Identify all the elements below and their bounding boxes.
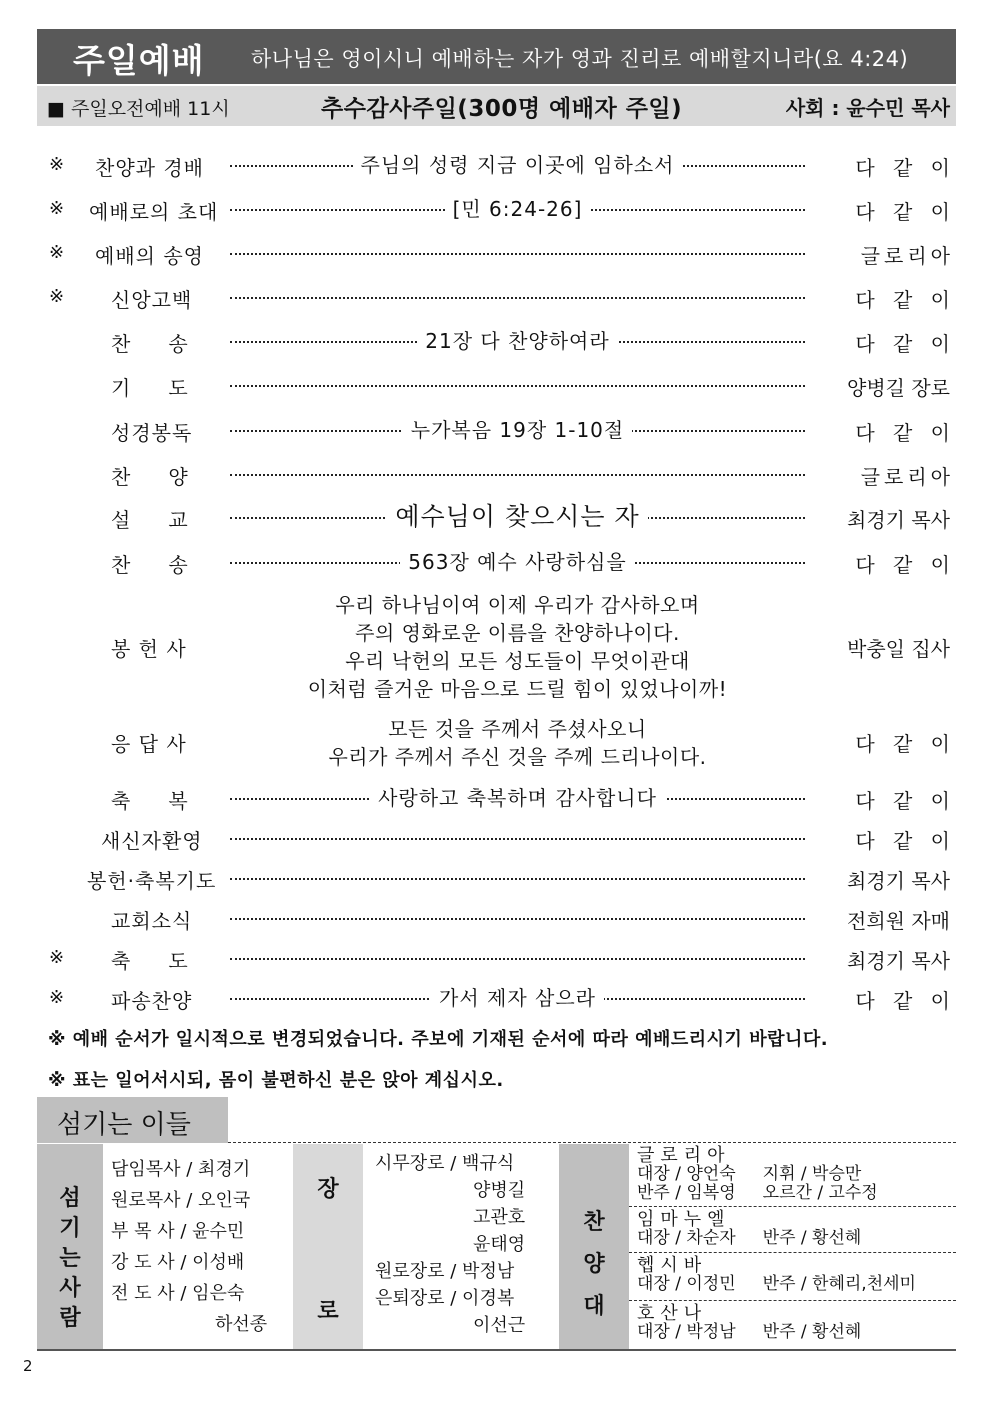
order-leader: 다 같 이 xyxy=(855,332,956,356)
order-row xyxy=(37,778,956,818)
notice-change: ※ 예배 순서가 일시적으로 변경되었습니다. 주보에 기재된 순서에 따라 예배드리시기 바랍니다. xyxy=(48,1029,829,1050)
elder-entry: 이선근 xyxy=(473,1315,526,1336)
vertical-header-char: 람 xyxy=(59,1306,81,1331)
choir-name: 헵시바 xyxy=(637,1255,708,1276)
vertical-header-char: 대 xyxy=(583,1294,605,1319)
vertical-header-char: 섬 xyxy=(59,1186,81,1211)
order-label: 성경봉독 xyxy=(111,421,193,445)
order-leader: 전희원 자매 xyxy=(847,909,950,933)
order-text-line: 모든 것을 주께서 주셨사오니 xyxy=(388,717,647,741)
order-text-line: 우리 낙헌의 모든 성도들이 무엇이관대 xyxy=(345,649,690,673)
order-row xyxy=(37,454,956,494)
choir-staff: 대장 / 박정남 반주 / 황선혜 xyxy=(637,1322,862,1342)
minister-entry: 하선종 xyxy=(215,1314,268,1335)
order-row xyxy=(37,410,956,450)
order-leader: 다 같 이 xyxy=(855,829,956,853)
standing-mark: ※ xyxy=(49,242,65,263)
order-label: 새신자환영 xyxy=(101,829,203,853)
order-leader: 최경기 목사 xyxy=(847,508,950,532)
order-row xyxy=(37,938,956,978)
ministers-list xyxy=(111,1154,267,1340)
order-label: 파송찬양 xyxy=(111,989,193,1013)
order-content: 가서 제자 삼으라 xyxy=(230,982,805,1011)
order-leader: 다 같 이 xyxy=(855,200,956,224)
service-time: ■ 주일오전예배 11시 xyxy=(47,98,230,120)
dotted-leader xyxy=(230,474,805,476)
dotted-leader xyxy=(230,297,805,299)
order-leader: 다 같 이 xyxy=(855,789,956,813)
order-text-line: 주의 영화로운 이름을 찬양하나이다. xyxy=(355,621,680,645)
order-leader: 다 같 이 xyxy=(855,421,956,445)
order-text-block xyxy=(230,715,805,771)
order-label: 기도 xyxy=(111,376,226,400)
page-title: 주일예배 xyxy=(73,41,205,80)
order-label: 찬양과 경배 xyxy=(95,156,204,180)
order-row xyxy=(37,818,956,858)
order-content: 563장 예수 사랑하심을 xyxy=(230,546,805,575)
order-leader: 다 같 이 xyxy=(855,989,956,1013)
vertical-header-char: 양 xyxy=(583,1252,605,1277)
order-row xyxy=(37,145,956,185)
dotted-leader xyxy=(230,838,805,840)
page-number: 2 xyxy=(23,1357,33,1375)
choir-divider xyxy=(629,1252,956,1253)
dotted-leader xyxy=(230,878,805,880)
order-row xyxy=(37,542,956,582)
choir-staff: 대장 / 양언숙 지휘 / 박승만 xyxy=(637,1164,862,1184)
dotted-leader xyxy=(230,918,805,920)
order-row xyxy=(37,497,956,537)
order-leader: 다 같 이 xyxy=(855,156,956,180)
elder-entry: 은퇴장로 / 이경복 xyxy=(375,1288,515,1309)
order-leader: 최경기 목사 xyxy=(847,869,950,893)
order-leader: 다 같 이 xyxy=(855,288,956,312)
order-label: 찬송 xyxy=(111,332,226,356)
order-leader: 다 같 이 xyxy=(855,553,956,577)
order-label: 설교 xyxy=(111,508,226,532)
elder-entry: 윤태영 xyxy=(473,1234,526,1255)
vertical-header-char: 사 xyxy=(59,1276,81,1301)
order-row xyxy=(37,712,956,772)
order-content: 주님의 성령 지금 이곳에 임하소서 xyxy=(230,149,805,178)
order-content: [민 6:24-26] xyxy=(230,193,805,222)
minister-entry: 원로목사 / 오인국 xyxy=(111,1190,251,1211)
servants-table xyxy=(37,1144,956,1351)
dotted-leader xyxy=(230,385,805,387)
order-row xyxy=(37,588,956,706)
choir-staff: 대장 / 이정민 반주 / 한혜리,천세미 xyxy=(637,1274,916,1294)
elder-entry: 시무장로 / 백규식 xyxy=(375,1153,515,1174)
order-leader: 최경기 목사 xyxy=(847,949,950,973)
order-label: 축도 xyxy=(111,949,226,973)
order-label: 봉 헌 사 xyxy=(111,637,187,661)
order-label: 봉헌·축복기도 xyxy=(87,869,217,893)
choir-staff: 대장 / 차순자 반주 / 황선혜 xyxy=(637,1228,862,1248)
minister-entry: 부 목 사 / 윤수민 xyxy=(111,1221,245,1242)
order-row xyxy=(37,978,956,1018)
elder-entry: 양병길 xyxy=(473,1180,526,1201)
order-row xyxy=(37,233,956,273)
order-leader: 양병길 장로 xyxy=(847,376,950,400)
header-verse: 하나님은 영이시니 예배하는 자가 영과 진리로 예배할지니라(요 4:24) xyxy=(251,47,909,71)
order-content: 누가복음 19장 1-10절 xyxy=(230,414,805,443)
standing-mark: ※ xyxy=(49,154,65,175)
order-text-line: 이처럼 즐거운 마음으로 드릴 힘이 있었나이까! xyxy=(307,677,728,701)
order-content: 예수님이 찾으시는 자 xyxy=(230,497,805,533)
elders-header: 장 로 xyxy=(293,1144,363,1349)
order-content: 사랑하고 축복하며 감사합니다 xyxy=(230,782,805,811)
choir-entry xyxy=(629,1210,964,1248)
order-row xyxy=(37,365,956,405)
order-label: 교회소식 xyxy=(111,909,193,933)
vertical-header-char: 찬 xyxy=(583,1210,605,1235)
order-content: 21장 다 찬양하여라 xyxy=(230,325,805,354)
order-leader: 글로리아 xyxy=(860,465,954,489)
standing-mark: ※ xyxy=(49,947,65,968)
choir-divider xyxy=(629,1300,956,1301)
choir-entry xyxy=(629,1256,964,1294)
elders-list xyxy=(375,1150,525,1339)
order-label: 찬송 xyxy=(111,553,226,577)
servants-title: 섬기는 이들 xyxy=(37,1097,228,1143)
order-leader: 다 같 이 xyxy=(855,732,956,756)
order-row xyxy=(37,858,956,898)
ministers-header xyxy=(37,1144,103,1349)
order-label: 예배의 송영 xyxy=(95,244,204,268)
choir-name: 임마누엘 xyxy=(637,1209,731,1230)
order-row xyxy=(37,277,956,317)
choir-name: 호산나 xyxy=(637,1303,708,1324)
order-text-block xyxy=(230,591,805,703)
standing-mark: ※ xyxy=(49,198,65,219)
standing-mark: ※ xyxy=(49,286,65,307)
standing-mark: ※ xyxy=(49,987,65,1008)
choir-header xyxy=(559,1144,629,1349)
order-text-line: 우리가 주께서 주신 것을 주께 드리나이다. xyxy=(328,745,707,769)
order-label: 응 답 사 xyxy=(111,732,187,756)
servants-divider xyxy=(228,1142,956,1143)
order-row xyxy=(37,898,956,938)
order-row xyxy=(37,189,956,229)
notice-standing: ※ 표는 일어서시되, 몸이 불편하신 분은 앉아 계십시오. xyxy=(48,1070,504,1091)
order-leader: 글로리아 xyxy=(860,244,954,268)
service-theme: 추수감사주일(300명 예배자 주일) xyxy=(321,96,683,122)
choir-name: 글로리아 xyxy=(637,1145,731,1166)
order-label: 신앙고백 xyxy=(111,288,193,312)
order-text-line: 우리 하나님이여 이제 우리가 감사하오며 xyxy=(335,593,700,617)
choir-divider xyxy=(629,1206,956,1207)
minister-entry: 강 도 사 / 이성배 xyxy=(111,1252,245,1273)
vertical-header-char: 기 xyxy=(59,1216,81,1241)
order-label: 축복 xyxy=(111,789,226,813)
order-label: 예배로의 초대 xyxy=(89,200,219,224)
elder-entry: 원로장로 / 박정남 xyxy=(375,1261,515,1282)
order-label: 찬양 xyxy=(111,465,226,489)
service-bar xyxy=(37,86,956,126)
minister-entry: 담임목사 / 최경기 xyxy=(111,1159,251,1180)
choir-staff: 반주 / 임복영 오르간 / 고수정 xyxy=(637,1183,878,1203)
choir-entry xyxy=(629,1146,964,1203)
order-leader: 박충일 집사 xyxy=(847,637,950,661)
choir-entry xyxy=(629,1304,964,1342)
elder-entry: 고관호 xyxy=(473,1207,526,1228)
dotted-leader xyxy=(230,253,805,255)
header-bar xyxy=(37,29,956,84)
vertical-header-char: 는 xyxy=(59,1246,81,1271)
dotted-leader xyxy=(230,958,805,960)
order-row xyxy=(37,321,956,361)
minister-entry: 전 도 사 / 임은숙 xyxy=(111,1283,245,1304)
service-presider: 사회 : 윤수민 목사 xyxy=(785,96,950,120)
